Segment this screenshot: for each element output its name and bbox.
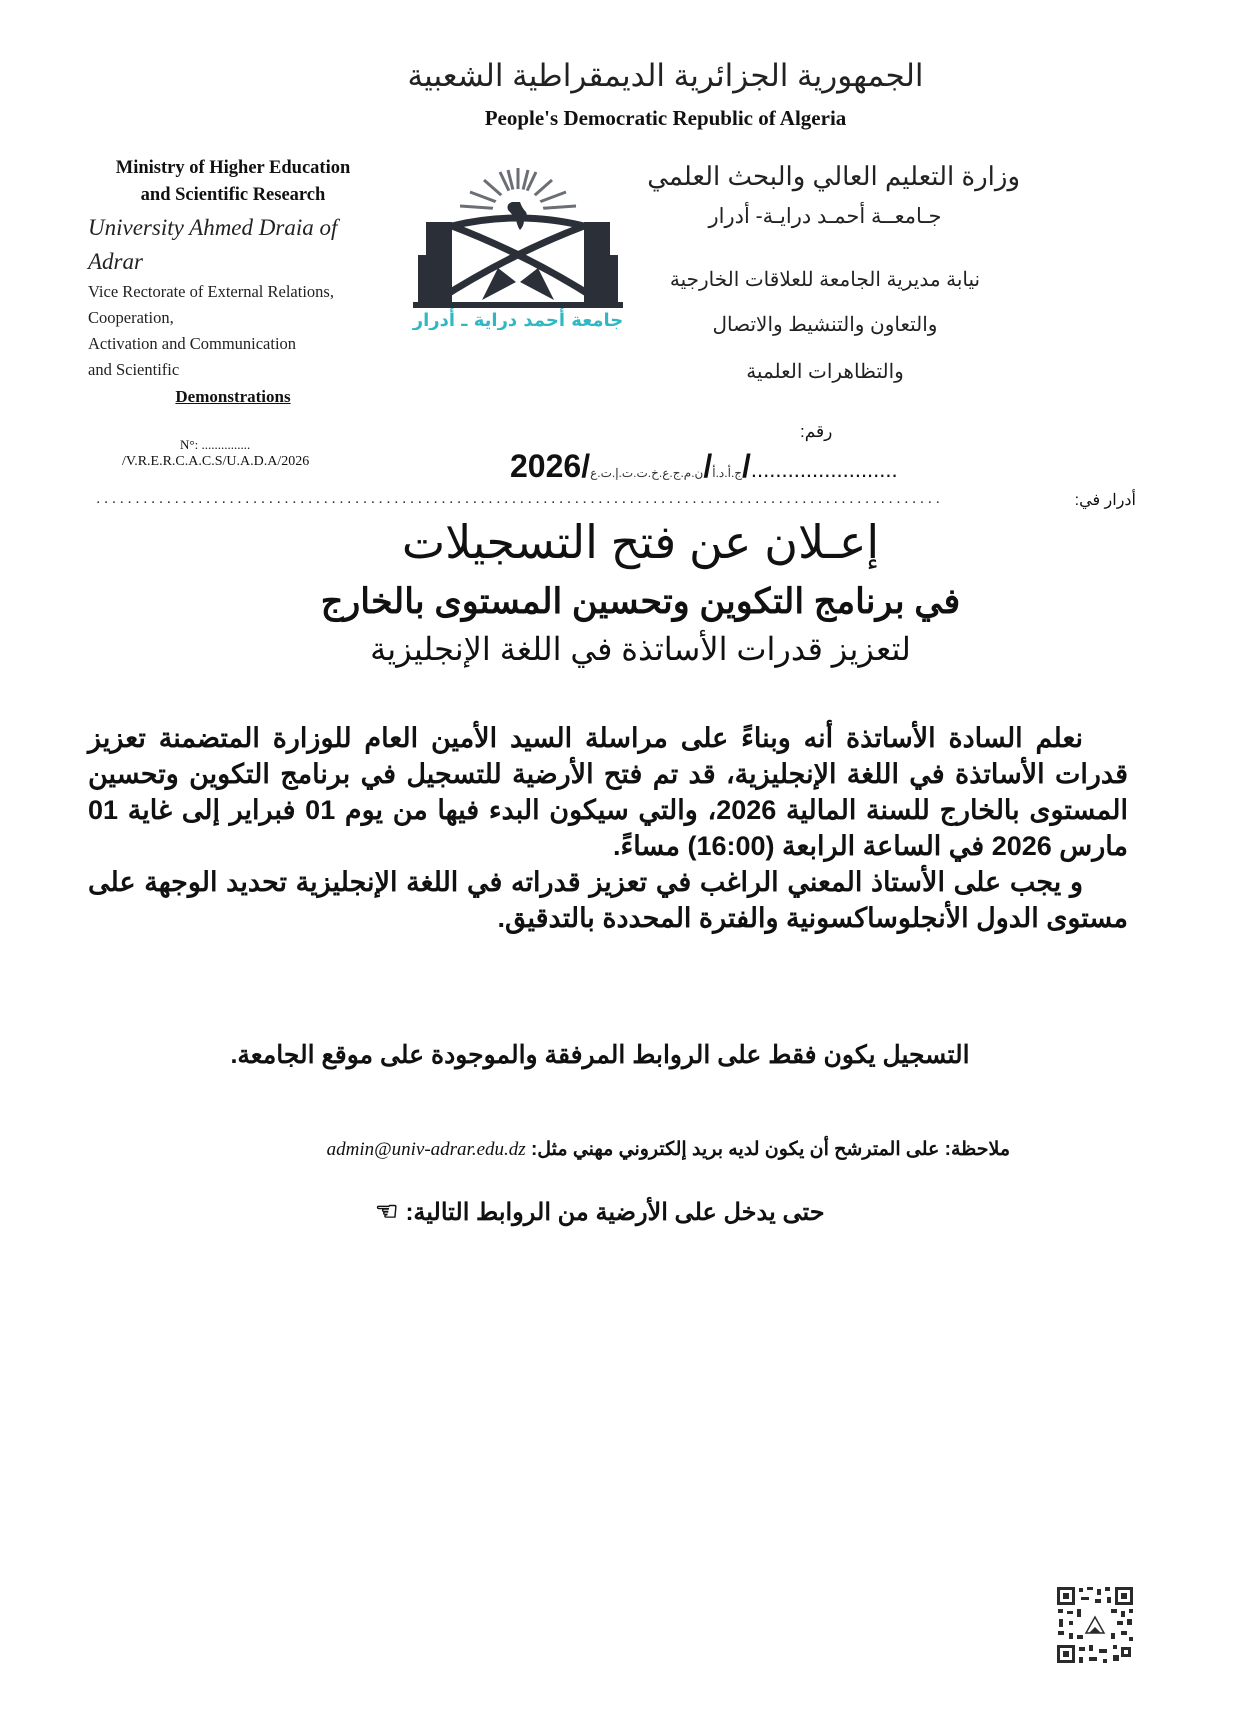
- registration-note: التسجيل يكون فقط على الروابط المرفقة والموجودة على موقع الجامعة.: [230, 1041, 970, 1069]
- ministry-name-english: [88, 155, 378, 209]
- ministry-name-arabic: وزارة التعليم العالي والبحث العلمي: [647, 161, 1020, 191]
- ministry-line-2: and Scientific Research: [140, 185, 326, 205]
- logo-caption: جامعة أحمد دراية ـ أدرار: [412, 310, 624, 330]
- announcement-body: [88, 720, 1128, 936]
- date-dots: ............................................................................................................: [96, 490, 944, 507]
- body-paragraph-2-text: و يجب على الأستاذ المعني الراغب في تعزيز قدراته في اللغة الإنجليزية تحديد الوجهة على مستوى الدول الأنجلوساكسونية والفترة المحددة بالتدقيق.: [88, 867, 1128, 933]
- vice-rectorate-line: and Scientific: [88, 360, 180, 379]
- pointing-hand-icon: ☞: [375, 1196, 399, 1226]
- university-logo-icon: [408, 160, 628, 330]
- country-name-arabic: الجمهورية الجزائرية الديمقراطية الشعبية: [407, 58, 924, 93]
- reference-dots: ........................: [750, 457, 898, 482]
- university-name-english: [88, 211, 398, 279]
- reference-label-arabic: رقم:: [800, 422, 833, 441]
- university-line-1: University Ahmed Draia of: [88, 215, 338, 240]
- email-note: [180, 1138, 1010, 1161]
- letterhead-left-english: [88, 155, 398, 407]
- example-email: admin@univ-adrar.edu.dz: [326, 1139, 526, 1160]
- note-text: على المترشح أن يكون لديه بريد إلكتروني مهني مثل:: [530, 1139, 940, 1160]
- demonstrations-label: Demonstrations: [175, 387, 291, 406]
- ministry-line-1: Ministry of Higher Education: [115, 158, 351, 178]
- vice-rectorate-english: [88, 279, 398, 383]
- separator: /: [742, 448, 751, 484]
- reference-code-1: ن.م.ج.ع.خ.ت.ت.إ.ت.ع: [590, 466, 704, 480]
- reference-number-label: N°: ...............: [180, 437, 251, 452]
- university-line-2: Adrar: [88, 249, 143, 274]
- letterhead-right-arabic: [630, 158, 1020, 384]
- reference-year: 2026: [510, 448, 582, 484]
- university-name-arabic: جـامعــة أحمـد درايـة- أدرار: [708, 205, 942, 228]
- vice-rectorate-line: Activation and Communication: [88, 334, 297, 353]
- links-intro-text: حتى يدخل على الأرضية من الروابط التالية:: [405, 1199, 825, 1226]
- vice-rectorate-arabic-line-3: والتظاهرات العلمية: [746, 361, 904, 383]
- body-paragraph-1: [88, 720, 1128, 864]
- vice-rectorate-arabic-line-1: نيابة مديرية الجامعة للعلاقات الخارجية: [669, 269, 981, 291]
- vice-rectorate-line: Cooperation,: [88, 308, 174, 327]
- date-line: [96, 490, 1136, 510]
- note-label: ملاحظة:: [944, 1139, 1010, 1160]
- body-paragraph-2: [88, 864, 1128, 936]
- separator: /: [581, 448, 591, 484]
- reference-code-2: ج.أ.د.أ: [712, 466, 743, 480]
- date-label: أدرار في:: [1074, 492, 1136, 509]
- announcement-title: إعـلان عن فتح التسجيلات: [401, 516, 880, 568]
- reference-number-arabic: [510, 448, 1130, 485]
- vice-rectorate-arabic-line-2: والتعاون والتنشيط والاتصال: [712, 314, 938, 336]
- vice-rectorate-line: Vice Rectorate of External Relations,: [88, 282, 334, 301]
- qr-code[interactable]: [1055, 1585, 1135, 1665]
- reference-number-code: /V.R.E.R.C.A.C.S/U.A.D.A/2026: [122, 454, 310, 469]
- qr-code-icon: [1055, 1585, 1135, 1665]
- links-intro: [180, 1196, 1020, 1227]
- open-book-icon: [482, 268, 554, 300]
- country-name-english: People's Democratic Republic of Algeria: [484, 106, 847, 130]
- body-paragraph-1-text: نعلم السادة الأساتذة أنه وبناءً على مراسلة السيد الأمين العام للوزارة المتضمنة تعزيز قدرات الأساتذة في اللغة الإنجليزية، قد تم فتح الأرضية للتسجيل في برنامج التكوين وتحسين المستوى بالخارج للسنة المالية 2026، والتي سيكون البدء فيها من يوم 01 فبراير إلى غاية 01 مارس 2026 في الساعة الرابعة (16:00) مساءً.: [88, 723, 1128, 861]
- announcement-subtitle-2: لتعزيز قدرات الأساتذة في اللغة الإنجليزية: [370, 631, 911, 667]
- separator: /: [703, 448, 713, 484]
- announcement-subtitle-1: في برنامج التكوين وتحسين المستوى بالخارج: [320, 582, 961, 621]
- university-logo: [408, 160, 628, 330]
